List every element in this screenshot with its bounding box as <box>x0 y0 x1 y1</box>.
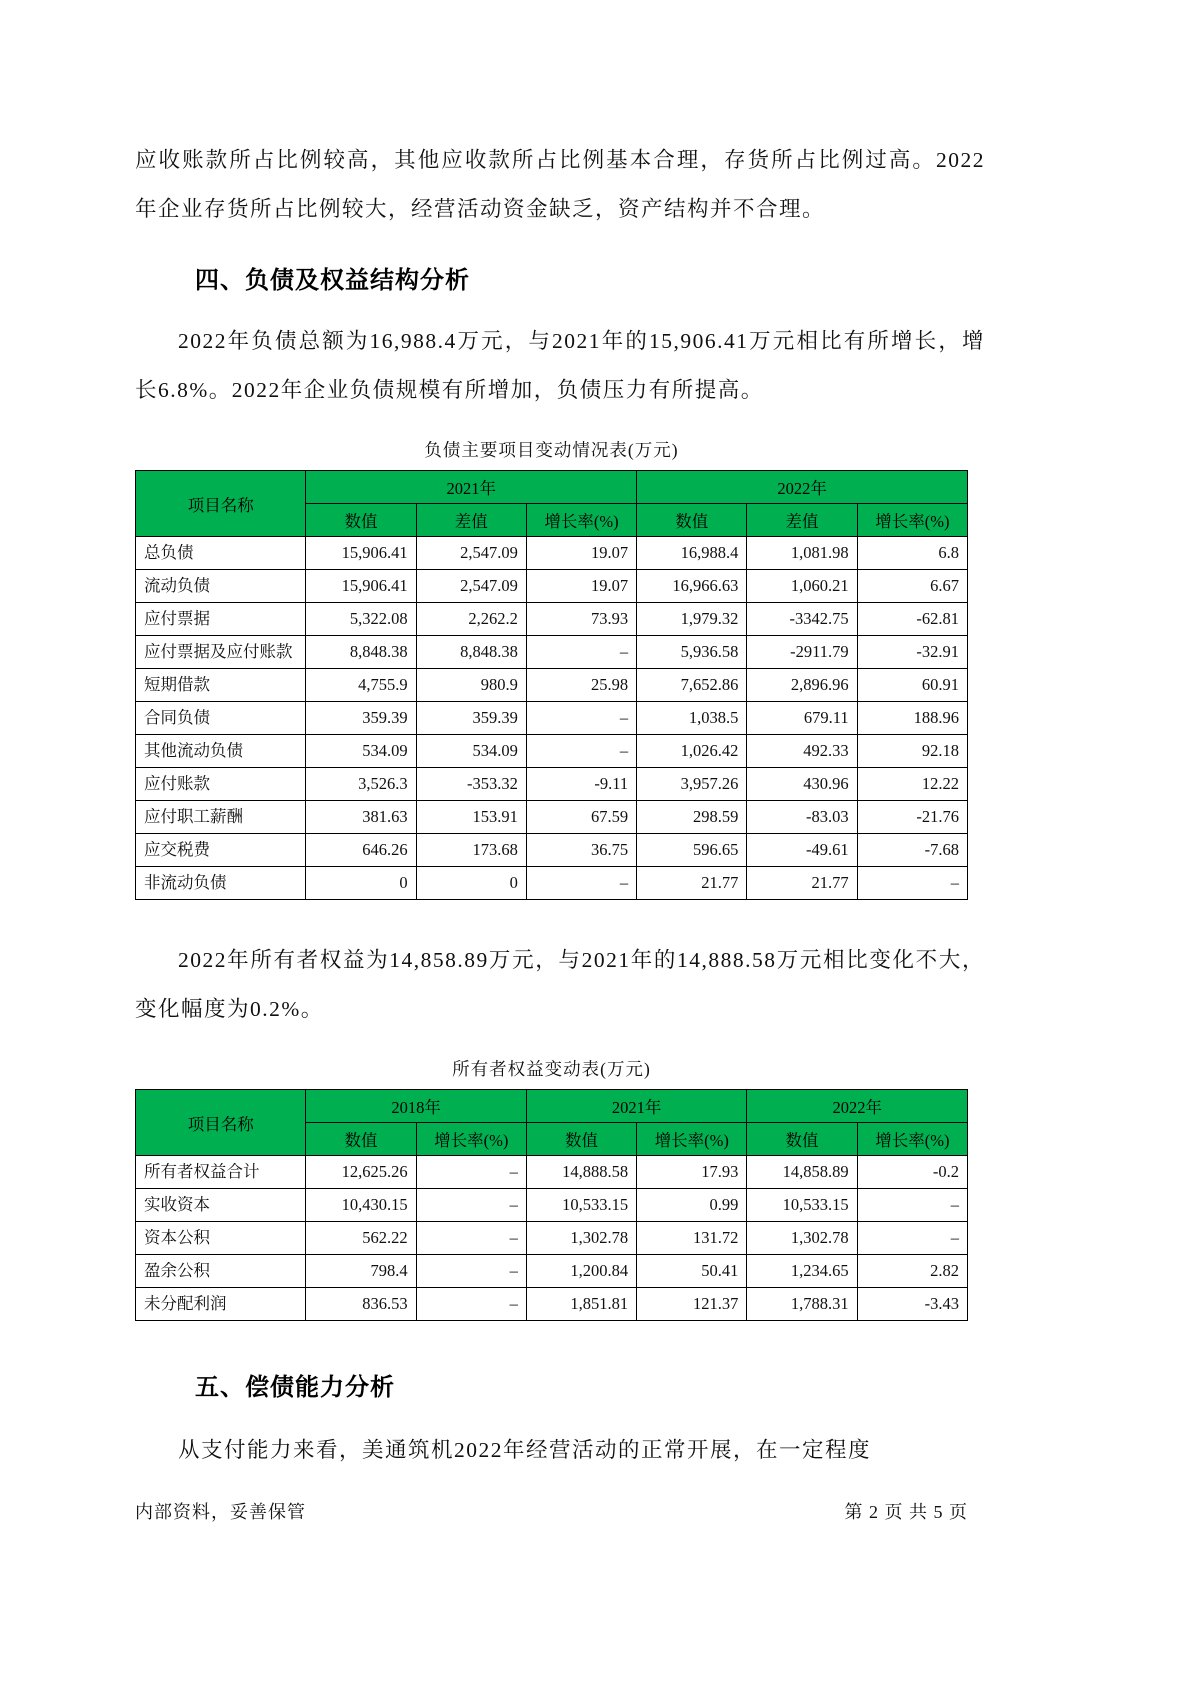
year-group-header: 2018年 <box>306 1090 527 1123</box>
cell-value: – <box>857 1189 967 1222</box>
cell-value: 359.39 <box>306 702 416 735</box>
cell-value: 1,979.32 <box>637 603 747 636</box>
cell-value: 16,988.4 <box>637 537 747 570</box>
equity-change-table <box>135 1089 968 1321</box>
column-header-item-name: 项目名称 <box>136 471 306 537</box>
cell-value: 359.39 <box>416 702 526 735</box>
cell-value: -3.43 <box>857 1288 967 1321</box>
sub-column-header: 数值 <box>637 504 747 537</box>
cell-value: 92.18 <box>857 735 967 768</box>
table-title-liabilities: 负债主要项目变动情况表(万元) <box>424 440 679 460</box>
cell-value: 8,848.38 <box>416 636 526 669</box>
cell-value: 980.9 <box>416 669 526 702</box>
cell-value: 7,652.86 <box>637 669 747 702</box>
footer-confidential-note: 内部资料，妥善保管 <box>135 1502 306 1522</box>
cell-value: 67.59 <box>526 801 636 834</box>
cell-value: 14,888.58 <box>526 1156 636 1189</box>
cell-value: 1,234.65 <box>747 1255 857 1288</box>
footer-page-number: 第 2 页 共 5 页 <box>844 1502 968 1522</box>
cell-value: 646.26 <box>306 834 416 867</box>
cell-value: -2911.79 <box>747 636 857 669</box>
cell-value: – <box>416 1288 526 1321</box>
cell-value: 5,936.58 <box>637 636 747 669</box>
sub-column-header: 差值 <box>416 504 526 537</box>
cell-value: – <box>416 1255 526 1288</box>
cell-value: 3,526.3 <box>306 768 416 801</box>
cell-value: 534.09 <box>306 735 416 768</box>
cell-value: – <box>526 702 636 735</box>
sub-column-header: 数值 <box>306 504 416 537</box>
page-content <box>135 0 985 1475</box>
paragraph-asset-structure: 应收账款所占比例较高，其他应收款所占比例基本合理，存货所占比例过高。2022年企业存货所占比例较大，经营活动资金缺乏，资产结构并不合理。 <box>135 148 985 221</box>
cell-value: -62.81 <box>857 603 967 636</box>
sub-column-header: 差值 <box>747 504 857 537</box>
sub-column-header: 增长率(%) <box>857 1123 967 1156</box>
row-label: 盈余公积 <box>136 1255 306 1288</box>
column-header-item-name: 项目名称 <box>136 1090 306 1156</box>
row-label: 应付职工薪酬 <box>136 801 306 834</box>
cell-value: 534.09 <box>416 735 526 768</box>
cell-value: 1,081.98 <box>747 537 857 570</box>
cell-value: 36.75 <box>526 834 636 867</box>
cell-value: 1,026.42 <box>637 735 747 768</box>
cell-value: – <box>416 1222 526 1255</box>
cell-value: – <box>416 1189 526 1222</box>
cell-value: – <box>526 867 636 900</box>
cell-value: – <box>526 735 636 768</box>
cell-value: 2,547.09 <box>416 570 526 603</box>
cell-value: 6.8 <box>857 537 967 570</box>
cell-value: 188.96 <box>857 702 967 735</box>
sub-column-header: 增长率(%) <box>416 1123 526 1156</box>
cell-value: 173.68 <box>416 834 526 867</box>
cell-value: -7.68 <box>857 834 967 867</box>
liabilities-change-table <box>135 470 968 900</box>
cell-value: 10,533.15 <box>747 1189 857 1222</box>
table-row <box>136 570 968 603</box>
paragraph-liabilities-summary: 2022年负债总额为16,988.4万元，与2021年的15,906.41万元相比有所增长，增长6.8%。2022年企业负债规模有所增加，负债压力有所提高。 <box>135 329 985 402</box>
cell-value: 3,957.26 <box>637 768 747 801</box>
cell-value: 381.63 <box>306 801 416 834</box>
cell-value: -0.2 <box>857 1156 967 1189</box>
cell-value: 121.37 <box>637 1288 747 1321</box>
sub-column-header: 增长率(%) <box>637 1123 747 1156</box>
cell-value: 15,906.41 <box>306 570 416 603</box>
table-row <box>136 768 968 801</box>
cell-value: 2,262.2 <box>416 603 526 636</box>
cell-value: 1,851.81 <box>526 1288 636 1321</box>
table-row <box>136 1222 968 1255</box>
table-row <box>136 1288 968 1321</box>
cell-value: -3342.75 <box>747 603 857 636</box>
sub-column-header: 数值 <box>306 1123 416 1156</box>
cell-value: 8,848.38 <box>306 636 416 669</box>
section-heading-solvency: 五、偿债能力分析 <box>195 1374 395 1401</box>
row-label: 实收资本 <box>136 1189 306 1222</box>
cell-value: 562.22 <box>306 1222 416 1255</box>
year-group-header: 2021年 <box>526 1090 747 1123</box>
cell-value: 73.93 <box>526 603 636 636</box>
cell-value: – <box>526 636 636 669</box>
year-group-header: 2022年 <box>637 471 968 504</box>
row-label: 其他流动负债 <box>136 735 306 768</box>
row-label: 合同负债 <box>136 702 306 735</box>
cell-value: 1,060.21 <box>747 570 857 603</box>
liabilities-table-header <box>136 471 968 537</box>
liabilities-table-body <box>136 537 968 900</box>
cell-value: 4,755.9 <box>306 669 416 702</box>
table-row <box>136 867 968 900</box>
cell-value: 19.07 <box>526 570 636 603</box>
cell-value: 10,430.15 <box>306 1189 416 1222</box>
cell-value: 153.91 <box>416 801 526 834</box>
row-label: 所有者权益合计 <box>136 1156 306 1189</box>
sub-column-header: 增长率(%) <box>857 504 967 537</box>
cell-value: 25.98 <box>526 669 636 702</box>
cell-value: 6.67 <box>857 570 967 603</box>
table-row <box>136 537 968 570</box>
cell-value: 60.91 <box>857 669 967 702</box>
table-row <box>136 834 968 867</box>
cell-value: -9.11 <box>526 768 636 801</box>
cell-value: 12.22 <box>857 768 967 801</box>
row-label: 应付票据 <box>136 603 306 636</box>
cell-value: 836.53 <box>306 1288 416 1321</box>
row-label: 非流动负债 <box>136 867 306 900</box>
cell-value: 2.82 <box>857 1255 967 1288</box>
cell-value: 50.41 <box>637 1255 747 1288</box>
cell-value: 21.77 <box>637 867 747 900</box>
cell-value: -49.61 <box>747 834 857 867</box>
cell-value: 798.4 <box>306 1255 416 1288</box>
cell-value: 1,302.78 <box>526 1222 636 1255</box>
cell-value: 15,906.41 <box>306 537 416 570</box>
cell-value: 12,625.26 <box>306 1156 416 1189</box>
cell-value: 131.72 <box>637 1222 747 1255</box>
row-label: 应交税费 <box>136 834 306 867</box>
cell-value: 2,547.09 <box>416 537 526 570</box>
cell-value: 10,533.15 <box>526 1189 636 1222</box>
cell-value: 17.93 <box>637 1156 747 1189</box>
cell-value: 0.99 <box>637 1189 747 1222</box>
year-group-header: 2021年 <box>306 471 637 504</box>
cell-value: 14,858.89 <box>747 1156 857 1189</box>
paragraph-solvency-intro: 从支付能力来看，美通筑机2022年经营活动的正常开展，在一定程度 <box>178 1438 872 1462</box>
table-row <box>136 1156 968 1189</box>
sub-column-header: 增长率(%) <box>526 504 636 537</box>
year-group-header: 2022年 <box>747 1090 968 1123</box>
cell-value: 21.77 <box>747 867 857 900</box>
cell-value: – <box>857 1222 967 1255</box>
cell-value: 1,788.31 <box>747 1288 857 1321</box>
equity-table-body <box>136 1156 968 1321</box>
equity-table-header <box>136 1090 968 1156</box>
cell-value: 492.33 <box>747 735 857 768</box>
cell-value: 596.65 <box>637 834 747 867</box>
cell-value: 5,322.08 <box>306 603 416 636</box>
table-row <box>136 1189 968 1222</box>
row-label: 应付票据及应付账款 <box>136 636 306 669</box>
cell-value: – <box>416 1156 526 1189</box>
table-row <box>136 801 968 834</box>
cell-value: 0 <box>416 867 526 900</box>
table-row <box>136 669 968 702</box>
paragraph-equity-summary: 2022年所有者权益为14,858.89万元，与2021年的14,888.58万元相比变化不大，变化幅度为0.2%。 <box>135 948 985 1021</box>
cell-value: 1,200.84 <box>526 1255 636 1288</box>
cell-value: 2,896.96 <box>747 669 857 702</box>
table-row <box>136 603 968 636</box>
row-label: 总负债 <box>136 537 306 570</box>
sub-column-header: 数值 <box>747 1123 857 1156</box>
cell-value: -353.32 <box>416 768 526 801</box>
sub-column-header: 数值 <box>526 1123 636 1156</box>
cell-value: 298.59 <box>637 801 747 834</box>
cell-value: – <box>857 867 967 900</box>
table-row <box>136 1255 968 1288</box>
cell-value: 0 <box>306 867 416 900</box>
table-row <box>136 702 968 735</box>
cell-value: 16,966.63 <box>637 570 747 603</box>
section-heading-liabilities: 四、负债及权益结构分析 <box>195 267 470 294</box>
cell-value: 19.07 <box>526 537 636 570</box>
cell-value: 1,038.5 <box>637 702 747 735</box>
cell-value: 430.96 <box>747 768 857 801</box>
cell-value: -21.76 <box>857 801 967 834</box>
table-title-equity: 所有者权益变动表(万元) <box>452 1059 651 1079</box>
cell-value: -83.03 <box>747 801 857 834</box>
cell-value: -32.91 <box>857 636 967 669</box>
row-label: 流动负债 <box>136 570 306 603</box>
row-label: 资本公积 <box>136 1222 306 1255</box>
row-label: 应付账款 <box>136 768 306 801</box>
cell-value: 679.11 <box>747 702 857 735</box>
table-row <box>136 636 968 669</box>
row-label: 未分配利润 <box>136 1288 306 1321</box>
row-label: 短期借款 <box>136 669 306 702</box>
cell-value: 1,302.78 <box>747 1222 857 1255</box>
table-row <box>136 735 968 768</box>
